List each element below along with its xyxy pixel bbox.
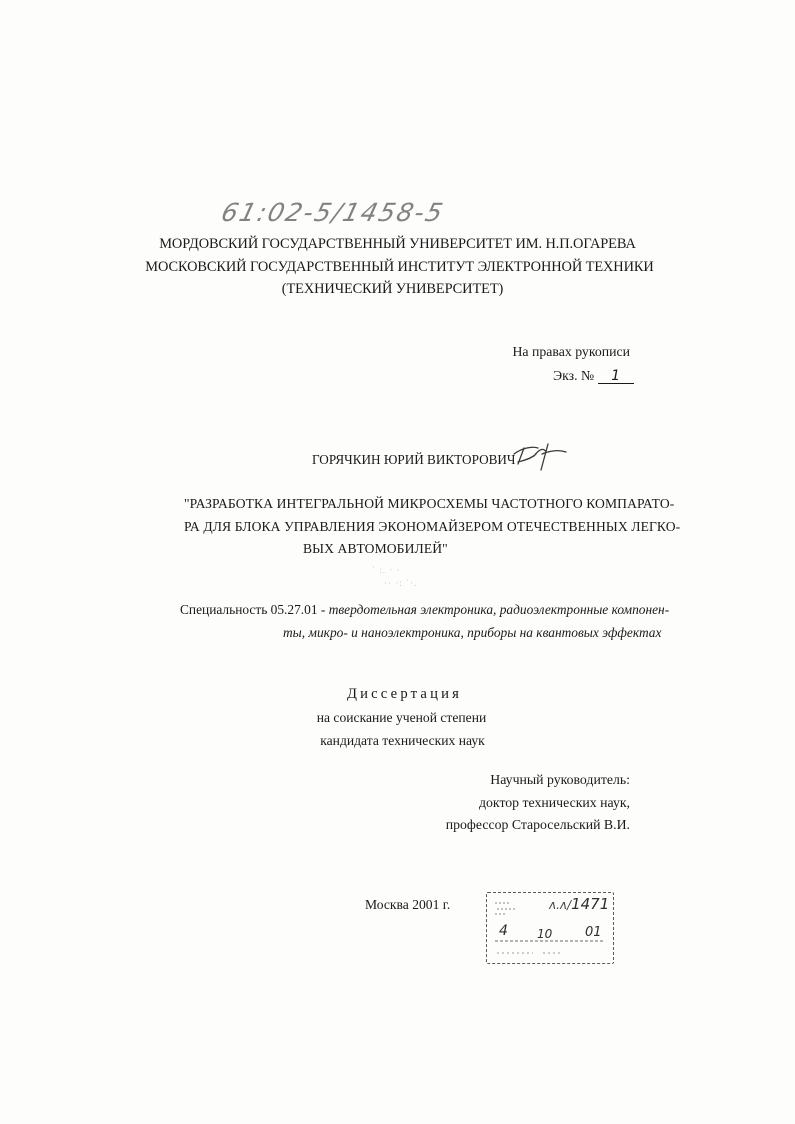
specialty-text-2: ты, микро- и наноэлектроника, приборы на квантовых эффектах xyxy=(283,625,662,640)
scan-smudge-2: ·· ·: ˙·. xyxy=(384,578,418,588)
library-stamp xyxy=(486,892,614,964)
specialty-line-1 xyxy=(180,602,669,618)
copy-label: Экз. № xyxy=(553,368,595,383)
degree-line-1: на соискание ученой степени xyxy=(316,710,487,725)
degree-line-2: кандидата технических наук xyxy=(320,733,485,748)
stamp-number: 1471 xyxy=(571,895,610,913)
copy-number-handwritten: 1 xyxy=(598,369,634,384)
stamp-day: 4 xyxy=(499,923,508,939)
stamp-number-row: ᴧ.ᴧ/1471 xyxy=(549,895,610,913)
institution-line-2: МОСКОВСКИЙ ГОСУДАРСТВЕННЫЙ ИНСТИТУТ ЭЛЕКТРОННОЙ ТЕХНИКИ xyxy=(145,259,654,275)
archive-code-handwritten: 61:02-5/1458-5 xyxy=(218,198,448,227)
dissertation-heading: Диссертация xyxy=(346,686,463,702)
city-year: Москва 2001 г. xyxy=(365,897,451,912)
specialty-line-2 xyxy=(283,625,661,641)
stamp-year: 01 xyxy=(585,925,602,940)
supervisor-name: профессор Старосельский В.И. xyxy=(445,817,630,832)
stamp-header-marks xyxy=(493,897,531,917)
supervisor-heading: Научный руководитель: xyxy=(490,772,630,787)
title-line-1: "РАЗРАБОТКА ИНТЕГРАЛЬНОЙ МИКРОСХЕМЫ ЧАСТОТНОГО КОМПАРАТО- xyxy=(184,496,675,511)
author-name: ГОРЯЧКИН ЮРИЙ ВИКТОРОВИЧ xyxy=(312,452,516,467)
supervisor-degree: доктор технических наук, xyxy=(479,795,630,810)
stamp-date-underline xyxy=(493,939,605,959)
stamp-month: 10 xyxy=(537,927,553,941)
manuscript-rights: На правах рукописи xyxy=(512,344,630,359)
copy-number-line xyxy=(553,368,634,384)
title-line-2: РА ДЛЯ БЛОКА УПРАВЛЕНИЯ ЭКОНОМАЙЗЕРОМ ОТЕЧЕСТВЕННЫХ ЛЕГКО- xyxy=(184,519,681,534)
institution-line-3: (ТЕХНИЧЕСКИЙ УНИВЕРСИТЕТ) xyxy=(281,281,504,297)
scan-smudge: ˙ :. · · xyxy=(372,565,401,575)
specialty-label: Специальность 05.27.01 - xyxy=(180,602,329,617)
title-line-3: ВЫХ АВТОМОБИЛЕЙ" xyxy=(303,541,448,556)
specialty-text-1: твердотельная электроника, радиоэлектронные компонен- xyxy=(328,602,670,617)
institution-line-1: МОРДОВСКИЙ ГОСУДАРСТВЕННЫЙ УНИВЕРСИТЕТ ИМ. Н.П.ОГАРЕВА xyxy=(159,236,636,252)
author-signature xyxy=(508,440,570,472)
